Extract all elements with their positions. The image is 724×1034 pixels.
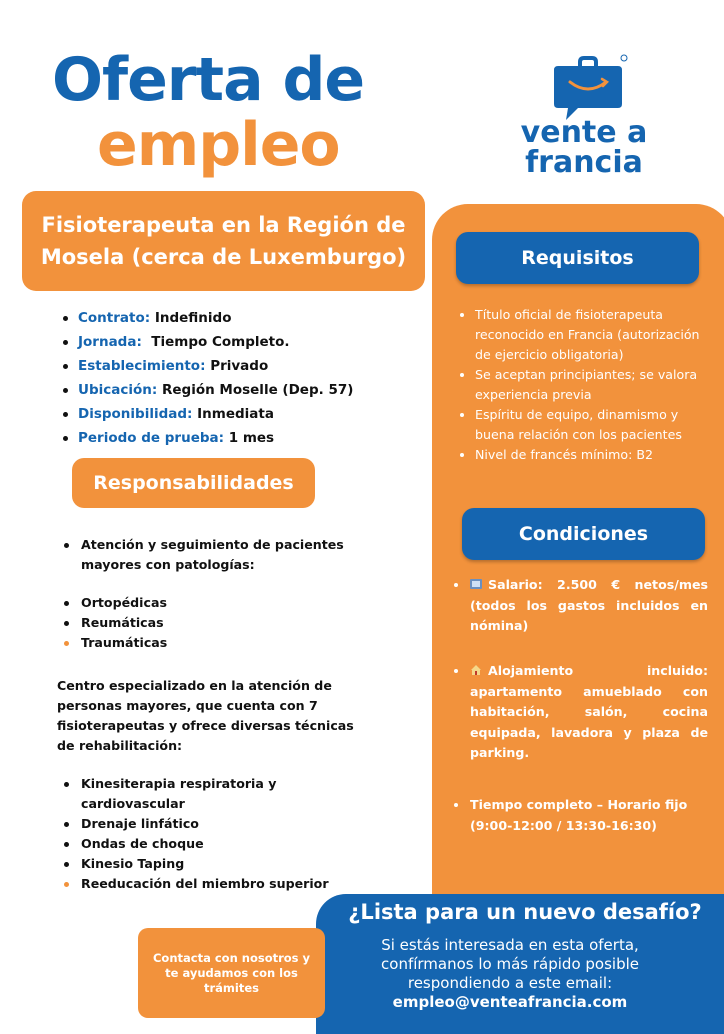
banknote-icon <box>470 578 482 590</box>
list-item: Drenaje linfático <box>57 814 357 834</box>
page-title-line1: Oferta de <box>52 45 365 115</box>
condition-salary: Salario: 2.500 € netos/mes (todos los gastos incluidos en nómina) <box>470 575 708 637</box>
job-details-list <box>60 306 400 450</box>
responsibilities-heading: Responsabilidades <box>72 458 315 508</box>
pathologies-list <box>57 593 357 653</box>
bullet-dot <box>454 669 458 673</box>
detail-contract: Contrato: Indefinido <box>60 306 400 330</box>
detail-schedule: Jornada: Tiempo Completo. <box>60 330 400 354</box>
house-icon <box>470 664 482 676</box>
list-item: Nivel de francés mínimo: B2 <box>457 445 707 465</box>
conditions-heading: Condiciones <box>462 508 705 560</box>
list-item: Atención y seguimiento de pacientes mayores con patologías: <box>57 535 357 575</box>
logo-line1: vente a <box>520 115 648 150</box>
cta-heading: ¿Lista para un nuevo desafío? <box>348 900 702 924</box>
list-item: Ondas de choque <box>57 834 357 854</box>
contact-box: Contacta con nosotros y te ayudamos con los trámites <box>138 928 325 1018</box>
detail-trial-period: Periodo de prueba: 1 mes <box>60 426 400 450</box>
detail-establishment: Establecimiento: Privado <box>60 354 400 378</box>
list-item: Ortopédicas <box>57 593 357 613</box>
list-item: Kinesio Taping <box>57 854 357 874</box>
logo-line2: francia <box>525 145 643 180</box>
page-title-line2: empleo <box>97 110 340 180</box>
condition-schedule: Tiempo completo – Horario fijo (9:00-12:00 / 13:30-16:30) <box>470 795 708 836</box>
cta-body <box>345 936 675 1012</box>
briefcase-chat-icon <box>548 52 628 122</box>
brand-logo-text <box>514 115 654 180</box>
list-item: Reeducación del miembro superior <box>57 874 357 894</box>
detail-availability: Disponibilidad: Inmediata <box>60 402 400 426</box>
condition-housing: Alojamiento incluido: apartamento amueblado con habitación, salón, cocina equipada, lavadora y plaza de parking. <box>470 661 708 764</box>
requirements-list <box>457 305 707 465</box>
list-item: Traumáticas <box>57 633 357 653</box>
responsibilities-intro-list <box>57 535 357 575</box>
list-item: Título oficial de fisioterapeuta reconocido en Francia (autorización de ejercicio obligatoria) <box>457 305 707 365</box>
list-item: Kinesiterapia respiratoria y cardiovascular <box>57 774 357 814</box>
bullet-dot <box>454 583 458 587</box>
cta-text: Si estás interesada en esta oferta, confírmanos lo más rápido posible respondiendo a este email: <box>381 936 639 992</box>
requirements-heading: Requisitos <box>456 232 699 284</box>
list-item: Se aceptan principiantes; se valora experiencia previa <box>457 365 707 405</box>
center-description: Centro especializado en la atención de personas mayores, que cuenta con 7 fisioterapeutas y ofrece diversas técnicas de rehabilitación: <box>57 678 354 753</box>
job-title-banner: Fisioterapeuta en la Región de Mosela (cerca de Luxemburgo) <box>22 191 425 291</box>
contact-email-link[interactable]: empleo@venteafrancia.com <box>392 993 628 1011</box>
list-item: Reumáticas <box>57 613 357 633</box>
techniques-list <box>57 774 357 894</box>
list-item: Espíritu de equipo, dinamismo y buena relación con los pacientes <box>457 405 707 445</box>
detail-location: Ubicación: Región Moselle (Dep. 57) <box>60 378 400 402</box>
bullet-dot <box>454 803 458 807</box>
